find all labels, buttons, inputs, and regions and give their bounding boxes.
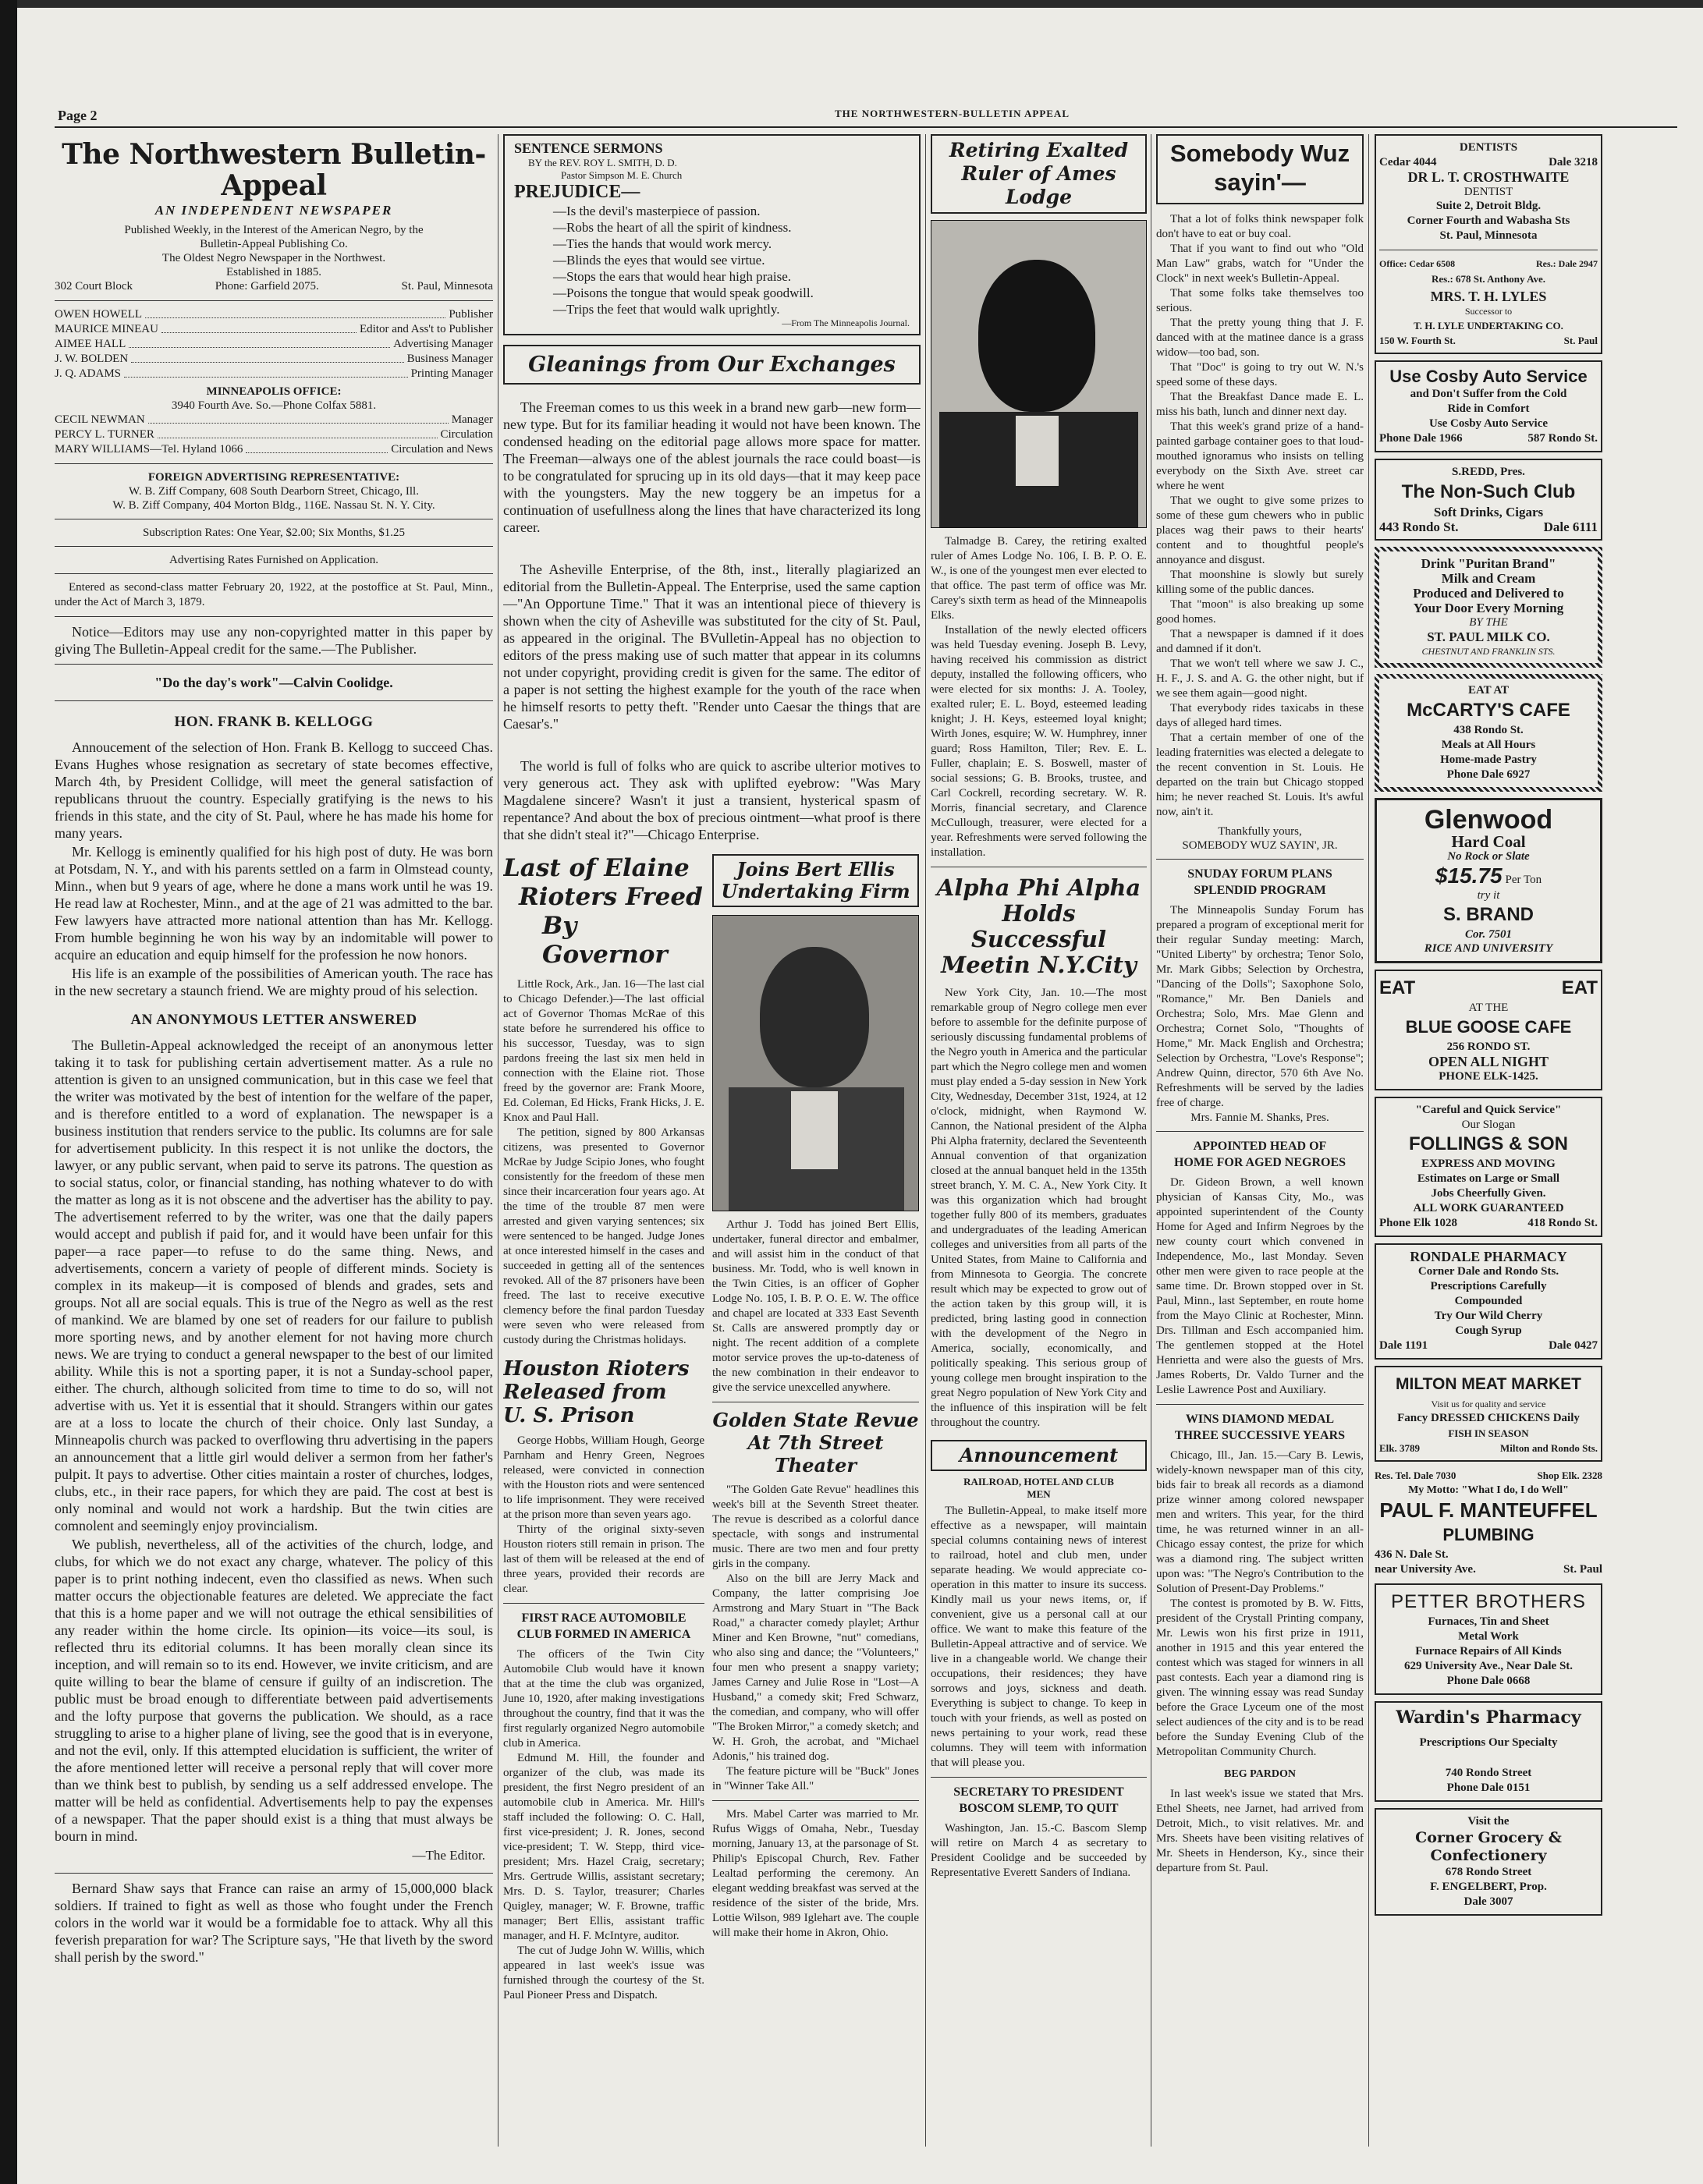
sermon-lines: —Is the devil's masterpiece of passion. —Robs the heart of all the spirit of kindness. —Ties the hands that would work mercy. —Blinds the eyes that would see virtue. —Stops the ears that would hear high praise. —Poisons the tongue that would speak goodwill. —Trips the feet that would walk uprightly. [553,204,814,317]
ad-corner-grocery: Visit the Corner Grocery & Confectionery 678 Rondo Street F. ENGELBERT, Prop. Dale 3007 [1375,1808,1602,1916]
gleanings-headline: Gleanings from Our Exchanges [528,353,896,377]
ad-petter-brothers: PETTER BROTHERS Furnaces, Tin and Sheet Metal Work Furnace Repairs of All Kinds 629 University Ave., Near Dale St. Phone Dale 0668 [1375,1583,1602,1695]
sermons-title: PREJUDICE— [514,182,640,202]
houston-headline: Houston Rioters Released from U. S. Prison [503,1357,690,1427]
staff-row: OWEN HOWELL Publisher [55,308,493,321]
golden-state-paragraph: "The Golden Gate Revue" headlines this week's bill at the Seventh Street theater. The revue is described as a colorful dance spectacle, with songs and instrumental music. There are two men and four pretty girls in the company. [712,1484,919,1570]
sermons-source: —From The Minneapolis Journal. [782,317,910,328]
somebody-items: That a lot of folks think newspaper folk don't have to eat or buy coal. That if you want to find out who "Old Man Law" grabs, watch for "Under the Clock" in next week's Bulletin-Appeal. That some folks take themselves too serious. That the pretty young thing that J. F. danced with at the matinee dance is a grass widow—too bad, son. That "Doc" is going to try out W. N.'s speed some of these days. That the Breakfast Dance made E. L. miss his bath, lunch and dinner next day. That this week's grand prize of a hand-painted garbage container goes to that loud-mouthed ignoramus who insists on telling everybody on the Sixth Ave. street car where he went That we ought to give some prizes to some of these gum chewers who in public places wag their paws to their hearts' content and to thoughtful people's annoyance and disgust. That moonshine is slowly but surely killing some of the public dances. That "moon" is also breaking up some good homes. That a newspaper is damned if it does and damned if it don't. That we won't tell where we saw J. C., H. F., J. S. and A. G. the other night, but if we see them again—good night. That everybody rides taxicabs in these days of alleged hard times. That a certain member of one of the leading fraternities was elected a delegate to the recent convention in St. Louis. He departed on the train but Chicago stopped him; he never reached St. Louis. It's awful now, ain't it. [1156,213,1364,818]
ad-glenwood-coal: Glenwood Hard Coal No Rock or Slate $15.75 Per Ton try it S. BRAND Cor. 7501 RICE AND UNIVERSITY [1375,798,1602,963]
ad-milton-meat: MILTON MEAT MARKET Visit us for quality and service Fancy DRESSED CHICKENS Daily FISH IN SEASON Elk. 3789 Milton and Rondo Sts. [1375,1366,1602,1462]
anon-letter-headline: AN ANONYMOUS LETTER ANSWERED [130,1012,417,1028]
publisher-line: Published Weekly, in the Interest of the American Negro, by the [124,224,424,236]
news-subcolumn-right [712,854,919,2003]
city: St. Paul, Minnesota [401,280,493,292]
foreign-rep-line: W. B. Ziff Company, 608 South Dearborn Street, Chicago, Ill. [129,485,419,498]
publisher-line: Bulletin-Appeal Publishing Co. [200,238,348,250]
ad-wardins-pharmacy: Wardin's Pharmacy Prescriptions Our Specialty 740 Rondo Street Phone Dale 0151 [1375,1701,1602,1802]
ames-paragraph: Installation of the newly elected officers was held Tuesday evening. Joseph B. Levy, having received his commission as district deputy, installed the following officers, who were elected for six months: J. A. Tooley, exalted ruler; E. L. Boyd, esteemed leading knight; J. H. Keys, esteemed loyal knight; Wirth Jones, esquire; W. W. Humphrey, inner guard; Ross Hamilton, Tiler; Rev. E. L. Fuller, chaplain; E. S. Boswell, master of social sessions; G. B. Brooks, trustee, and Carl Cockrell, recording secretary. W. R. Morris, financial secretary, and Clarence McCullough, treasurer, were elected for a year. Refreshments were served following the installation. [931,624,1147,859]
news-subcolumn-left [503,854,704,2003]
address: 302 Court Block [55,280,133,292]
medal-paragraph: Chicago, Ill., Jan. 15.—Cary B. Lewis, widely-known newspaper man of this city, bids fair to break all records as a diamond prize winner among colored newspaper men and writers. This year, for the third time, he was returned winner in an all-Chicago essay contest, the prize for which was a diamond ring. The subject written upon was: "The Negro's Contribution to the Solution of Present-Day Problems." [1156,1449,1364,1595]
page-number: Page 2 [58,108,98,123]
ames-head-box [931,134,1147,214]
announcement-subhead: RAILROAD, HOTEL AND CLUB MEN [963,1476,1114,1500]
announcement-head-box [931,1440,1147,1471]
elaine-headline: Last of Elaine Rioters Freed By Governor [503,854,703,969]
ad-dentist: DENTISTS Cedar 4044 Dale 3218 DR L. T. CROSTHWAITE DENTIST Suite 2, Detroit Bldg. Corner Fourth and Wabasha Sts St. Paul, Minnesota Office: Cedar 6508 Res.: Dale 2947 Res.: 678 St. Anthony Ave. MRS. T. H. LYLES Successor to T. H. LYLE UNDERTAKING CO. 150 W. Fourth St. St. Paul [1375,134,1602,354]
secretary-paragraph: Washington, Jan. 15.-C. Bascom Slemp will retire on March 4 as secretary to President Coolidge and be succeeded by Representative Everett Sanders of Indiana. [931,1822,1147,1879]
kellogg-paragraph: His life is an example of the possibilities of American youth. The race has in the new secretary a staunch friend. We are mighty proud of his selection. [55,966,493,998]
ad-manteuffel: Res. Tel. Dale 7030 Shop Elk. 2328 My Motto: "What I do, I do Well" PAUL F. MANTEUFFEL PLUMBING 436 N. Dale St. near University Ave. St. Paul [1375,1470,1602,1576]
ad-blue-goose-cafe: EAT EAT AT THE BLUE GOOSE CAFE 256 RONDO ST. OPEN ALL NIGHT PHONE ELK-1425. [1375,970,1602,1090]
golden-state-paragraph: Also on the bill are Jerry Mack and Company, the latter comprising Joe Armstrong and Mary Stuart in "The Back Road," a character comedy playlet; Arthur Miner and Ken Browne, "nut" comedians, who also sing and dance; the "Volunteers," four men who present a snappy variety; James Carney and Julie Rose in "Lost—A Husband," a comedy skit; Fred Schwarz, the comedian, and company, who will offer "The Broken Mirror," a comedy sketch; and W. H. Groh, the acrobat, and "Michael Adonis," his trained dog. [712,1572,919,1763]
ellis-caption: Arthur J. Todd has joined Bert Ellis, undertaker, funeral director and embalmer, and will assist him in the conduct of that business. Mr. Todd, who is well known in the Twin Cities, is an officer of Gopher Lodge No. 105, I. B. P. O. E. W. The office and chapel are located at 333 East Seventh St. Calls are answered promptly day or night. The recent addition of a complete motor service proves the up-to-dateness of the new combination in their endeavor to give the service unexcelled anywhere. [712,1218,919,1394]
somebody-headline: Somebody Wuz sayin'— [1169,140,1350,196]
motto: "Do the day's work"—Calvin Coolidge. [154,675,393,690]
golden-state-headline: Golden State Revue At 7th Street Theater [712,1409,919,1477]
editors-notice: Notice—Editors may use any non-copyrighted matter in this paper by giving The Bulletin-Appeal credit for the same.—The Publisher. [55,624,493,657]
forum-headline: SNUDAY FORUM PLANS SPLENDID PROGRAM [1187,867,1332,897]
autoclub-headline: FIRST RACE AUTOMOBILE CLUB FORMED IN AMERICA [516,1611,691,1641]
kellogg-paragraph: Mr. Kellogg is eminently qualified for his high post of duty. He was born at Potsdam, N. Y., and with his parents settled on a farm in Olmstead county, Minn., when but 9 years of age, where he done a mans work until he was 19. He read law at Rochester, Minn., and at the age of 21 was admitted to the bar. Few lawyers have attracted more national attention than has Mr. Kellogg. From humble beginning he won his way by an indomitable will power to acquire an education and equip himself for the profession he now honors. [55,844,493,963]
ad-rondale-pharmacy: RONDALE PHARMACY Corner Dale and Rondo Sts. Prescriptions Carefully Compounded Try Our Wild Cherry Cough Syrup Dale 1191 Dale 0427 [1375,1243,1602,1360]
gleanings-paragraph: The Asheville Enterprise, of the 8th, inst., literally plagiarized an editorial from the Bulletin-Appeal. The Enterprise, used the same caption—"An Opportune Time." That it was an intentional piece of thievery is shown when the city of Asheville was substituted for the city of St. Paul, as appeared in the original. The BVulletin-Appeal has no objection to editors of the press making use of such matter that appear in its columns not under copyright, providing credit is given for the same. The editor of a paper is not setting the highest example for the youth of the race when he himself resorts to petty theft. "Render unto Caesar the things that are Caesar's." [503,562,921,732]
publisher-line: Established in 1885. [225,266,322,278]
somebody-signature: SOMEBODY WUZ SAYIN', JR. [1182,839,1338,852]
wedding-paragraph: Mrs. Mabel Carter was married to Mr. Rufus Wiggs of Omaha, Nebr., Tuesday morning, January 13, at the parsonage of St. Philip's Episcopal Church, Rev. Father Lealtad performing the ceremony. An elegant wedding breakfast was served at the residence of the sister of the bride, Mrs. Lottie Wilson, 989 Iglehart ave. The couple will make their home in Akron, Ohio. [712,1808,919,1939]
scan-edge-top [0,0,1703,8]
elaine-paragraph: The petition, signed by 800 Arkansas citizens, was presented to Governor McRae by Judge Scipio Jones, who fought consistently for the freedom of these men since their incarceration four years ago. At the time of the trouble 87 men were arrested and given varying sentences; six were sentenced to be hanged. Judge Jones at once interested himself in the cases and succeeded in getting all of the sentences revoked. All of the 87 prisoners have been freed. The last to receive executive clemency before the final pardon Tuesday were seven who were released from custody during the Christmas holidays. [503,1126,704,1346]
editor-signature: —The Editor. [412,1848,485,1863]
staff-row: PERCY L. TURNER Circulation [55,428,493,441]
ad-milk: Drink "Puritan Brand" Milk and Cream Produced and Delivered to Your Door Every Morning BY THE ST. PAUL MILK CO. CHESTNUT AND FRANKLIN STS. [1375,547,1602,668]
staff-row: AIMEE HALL Advertising Manager [55,338,493,350]
publisher-line: The Oldest Negro Newspaper in the Northwest. [161,252,386,264]
golden-state-paragraph: The feature picture will be "Buck" Jones in "Winner Take All." [712,1765,919,1792]
phone: Phone: Garfield 2075. [215,280,319,292]
ad-nonsuch-club: S.REDD, Pres. The Non-Such Club Soft Drinks, Cigars 443 Rondo St. Dale 6111 [1375,459,1602,541]
autoclub-paragraph: The cut of Judge John W. Willis, which appeared in last week's issue was furnished through the courtesy of the St. Paul Pioneer Press and Dispatch. [503,1945,704,2001]
exchanges-column [503,134,921,2147]
ames-column [931,134,1147,2147]
masthead-title: The Northwestern Bulletin-Appeal [62,138,486,202]
sentence-sermons-box [503,134,921,335]
announcement-headline: Announcement [959,1444,1119,1466]
autoclub-paragraph: Edmund M. Hill, the founder and organizer of the club, was made its president, the first Negro president of an automobile club in America. Mr. Hill's staff included the following: O. C. Hall, first vice-president; J. R. Jones, second vice-president; T. W. Stepp, third vice-president; Mrs. Hazel Craig, secretary; Mrs. Gertrude Willis, assistant secretary; Mrs. D. S. Taylor, treasurer; Charles Quigley, manager; W. F. Browne, traffic manager; Bert Ellis, assistant traffic manager, and H. F. McIntyre, auditor. [503,1752,704,1942]
houston-paragraph: George Hobbs, William Hough, George Parnham and Henry Green, Negroes released, were convicted in connection with the Houston riots and were sentenced to life imprisonment. They were received at the prison more than seven years ago. [503,1434,704,1521]
ellis-head-box [712,854,919,907]
ads-column [1375,134,1602,2147]
staff-row: J. W. BOLDEN Business Manager [55,353,493,365]
gleanings-paragraph: The Freeman comes to us this week in a brand new garb—new form—new type. But for its familiar heading it would not have been known. The condensed heading on the editorial page allows more space for matter. The Freeman—always one of the ablest journals the race could boast—is to be congratulated for sprucing up in its old days—that it may keep pace with the youngsters. May the new toggery be an impetus for a continuation of usefullness along the lines that have characterized its long career. [503,399,921,535]
medal-headline: WINS DIAMOND MEDAL THREE SUCCESSIVE YEARS [1174,1413,1346,1442]
foreign-rep-head: FOREIGN ADVERTISING REPRESENTATIVE: [147,471,400,484]
anon-letter-paragraph: The Bulletin-Appeal acknowledged the receipt of an anonymous letter taking it to task for publishing certain advertisement matter. As a rule no attention is given to an unsigned communication, but in this case we feel that the writer was motivated by the best of intention for the welfare of the paper, and is therefore entitled to a word of explanation. The newspaper is a business institution that renders service to the public. Its columns are for sale for advertisement publicity. In this respect it is not unlike the doctors, the lawyer, or any public servant, when paid to serve its patrons. The question as to social status, color, or financial standing, has nothing whatever to do with the matter as long as it is not obscene and the advertiser has the ability to pay. The advertisement referred to by the writer, was one that the daily papers would accept and publish if paid for, and it would have been unfair for this paper—a race paper—to refuse to do the same thing. News, and advertisements, concern a variety of people of different minds. Society is complex in its makeup—it is composed of blends and grades, sets and groups. Not all are social equals. This is true of the Negro as well as the rest of mankind. We are blamed by one set of readers for our failure to publish more sporting news, and by another element for not having more church news. We are trying to conduct a general newspaper to the best of our limited ability. While this is not a sporting paper, it is not a Sunday-school paper, either. The church, although solicited from time to time to do so, will not advertise with us. Yet it is essential that it should. Strangers within our gates are at a loss to locate the church of their choice. Only last Sunday, a Minneapolis church was packed to overflowing thru advertising in the papers an announcement that a little girl would deliver a sermon from her father's pulpit. It pays to advertise. Other cities maintain a roster of churches, lodges, clubs, etc., in their race papers, for which they are paid. The cost at best is only nominal and would not work a hardship. But the twin cities are comnolent and seemingly enjoy provincialism. [55,1037,493,1533]
announcement-paragraph: The Bulletin-Appeal, to make itself more effective as a newspaper, will maintain special columns containing news of interest to railroad, hotel and club men, under separate heading. We would appreciate co-operation in this matter to insure its success. Kindly mail us your news items, or, if convenient, give us a personal call at our office. We want to make this feature of the Bulletin-Appeal attractive and of service. We live in a changeable world. We change their occupations, their residences; they have sorrows and joys, sickness and death. Everything is subject to change. To keep in touch with your friends, as well as posted on news pertaining to your work, read these columns. They will teem with information that will please you. [931,1505,1147,1769]
ad-mccarty-cafe: EAT AT McCARTY'S CAFE 438 Rondo St. Meals at All Hours Home-made Pastry Phone Dale 6927 [1375,674,1602,792]
pardon-paragraph: In last week's issue we stated that Mrs. Ethel Sheets, nee Jarnet, had arrived from Detroit, Mich., to visit relatives. Mr. and Mrs. Sheets have been visiting relatives of Mr. Sheets in Henderson, Ky., since their departure from St. Paul. [1156,1788,1364,1874]
staff-row: MAURICE MINEAU Editor and Ass't to Publisher [55,323,493,335]
running-head: THE NORTHWESTERN-BULLETIN APPEAL [835,108,1070,119]
column-rule-4 [1368,134,1369,2147]
editorial-column [55,134,493,2147]
column-rule-2 [925,134,926,2147]
masthead-subtitle: AN INDEPENDENT NEWSPAPER [154,203,393,218]
sermons-byline: Pastor Simpson M. E. Church [561,169,683,181]
ellis-headline: Joins Bert Ellis Undertaking Firm [721,858,910,902]
header-rule [55,126,1677,128]
staff-row: J. Q. ADAMS Printing Manager [55,367,493,380]
kellogg-headline: HON. FRANK B. KELLOGG [174,714,374,730]
home-paragraph: Dr. Gideon Brown, a well known physician of Kansas City, Mo., was appointed superintendent of the County Home for Aged and Infirm Negroes by the new county court which convened in Independence, Mo., last Monday. Seven other men were given to race people at the same time. Dr. Brown stopped over in St. Paul, Minn., last September, en route home from the Mayo Clinic at Rochester, Minn. Drs. Tillman and Esch accompanied him. The gentlemen stopped at the Hotel Henrietta and were also the guests of Mrs. James Roberts, Dr. Valdo Turner and the Leslie Lawrence Post and Auxiliary. [1156,1176,1364,1396]
home-headline: APPOINTED HEAD OF HOME FOR AGED NEGROES [1173,1140,1346,1169]
masthead-address-row [55,279,493,294]
foreign-rep-line: W. B. Ziff Company, 404 Morton Bldg., 116E. Nassau St. N. Y. City. [112,499,435,512]
houston-paragraph: Thirty of the original sixty-seven Houston rioters still remain in prison. The last of them will be released at the end of three years, provided their records are clear. [503,1523,704,1595]
ames-caption: Talmadge B. Carey, the retiring exalted ruler of Ames Lodge No. 106, I. B. P. O. E. W., is one of the youngest men ever elected to that office. The past term of office was Mr. Carey's sixth term as head of the Minneapolis Elks. [931,535,1147,622]
carey-portrait-photo [931,220,1147,528]
sermons-head: SENTENCE SERMONS [514,140,663,156]
secretary-headline: SECRETARY TO PRESIDENT BOSCOM SLEMP, TO QUIT [953,1785,1124,1815]
alpha-paragraph: New York City, Jan. 10.—The most remarkable group of Negro college men ever before to assemble for the definite purpose of seriously discussing fundamental problems of the Negro youth in America and the particular part which the Negro college men and women must play ended a 5-day session in New York City, Wednesday, December 31st, 1924, at 12 o'clock, midnight, when Raymond W. Cannon, the National president of the Alpha Phi Alpha fraternity, declared the Seventeenth Annual convention of that organization closed at the annual banquet held in the 135th street branch, Y. M. C. A., New York City. It was this organization which had brought together fully 800 of its members, graduates and undergraduates of the leading American colleges and universities from all parts of the United States, from Maine to California and from Minnesota to Georgia. The concrete result which may be expected to grow out of the action taken by this group will, it is predicted, bring lasting good in connection with the development of the Negro in America, socially, economically, and politically speaking. This serious group of young college men brought inspiration to the great Negro population of New York City and the influence of this inspiration will be felt throughout the country. [931,987,1147,1429]
kellogg-paragraph: Annoucement of the selection of Hon. Frank B. Kellogg to succeed Chas. Evans Hughes whose resignation as secretary of state becomes effective, March 4th, by President Collidge, will meet the general satisfaction of republicans thruout the country. Especially gratifying is the news to his friends in this state, and the city of St. Paul, where he has made his home for many years. [55,739,493,841]
forum-signature: Mrs. Fannie M. Shanks, Pres. [1190,1112,1329,1124]
todd-portrait-photo [712,915,919,1211]
ad-follings: "Careful and Quick Service" Our Slogan FOLLINGS & SON EXPRESS AND MOVING Estimates on Large or Small Jobs Cheerfully Given. ALL WORK GUARANTEED Phone Elk 1028 418 Rondo St. [1375,1097,1602,1237]
staff-row: MARY WILLIAMS—Tel. Hyland 1066 Circulation and News [55,443,493,456]
advertising-rates: Advertising Rates Furnished on Application. [169,554,378,566]
somebody-close: Thankfully yours, [1218,825,1302,838]
entry-notice: Entered as second-class matter February 20, 1922, at the postoffice at St. Paul, Minn., under the Act of March 3, 1879. [55,581,493,608]
forum-paragraph: The Minneapolis Sunday Forum has prepared a program of exceptional merit for their regular Sunday meeting: March, "United Liberty" by orchestra; Tenor Solo, Mr. Mark Gibbs; Selection by Orchestra, "Dancing of the Dolls"; Saxophone Solo, "Romance," Mr. Ben Daniels and Orchestra; Solo, Mrs. Mae Glenn and Orchestra; Cornet Solo, "Thoughts of Home," Mr. Mack English and Orchestra; Selection by Orchestra, "Love's Response"; Andrew Quinn, director, 570 6th Ave No. Refreshments will be served by the ladies free of charge. [1156,904,1364,1109]
mpls-office-head: MINNEAPOLIS OFFICE: [206,385,342,398]
ad-cosby-auto: Use Cosby Auto Service and Don't Suffer from the Cold Ride in Comfort Use Cosby Auto Service Phone Dale 1966 587 Rondo St. [1375,360,1602,452]
ames-headline: Retiring Exalted Ruler of Ames Lodge [949,139,1129,208]
anon-letter-paragraph: We publish, nevertheless, all of the activities of the church, lodge, and clubs, for which we do not exact any charge, whatever. The policy of this paper is to print nothing indecent, even tho classified as news. When such matter occurs the objectionable features are deleted. We appreciate the fact that this is a home paper and we will not outrage the ethical sensibilities of any reader within the home circle. Its opinion—its voice—its soul, is reflected thru its editorial columns. It has been morally clean since its inception, and will remain so to its end. However, we invite criticism, and are quite willing to bear the blame of censure if guilty of an indiscretion. The public must be broad enough to differentiate between paid advertisements and the lofty purpose that governs the publication. We should, as a race struggling to arise to a higher plane of living, see the good that is in everyone, and not the evil, only. If this attempted elucidation is sufficient, the writer of the afore mentioned letter will receive a personal reply that will cover more than we think best to publish, by sending us a self addressed envelope. The matter will be held as confidential. Advertisements help to pay the expenses of a newspaper. That the paper should exist is a thing that must always be bourn in mind. [55,1537,493,1844]
autoclub-paragraph: The officers of the Twin City Automobile Club would have it known that at the time the club was organized, June 10, 1920, after making investigations throughout the country, find that it was the first regularly organized Negro automobile club in America. [503,1648,704,1750]
pardon-headline: BEG PARDON [1224,1768,1296,1780]
subscription-rates: Subscription Rates: One Year, $2.00; Six Months, $1.25 [142,526,406,539]
shaw-paragraph: Bernard Shaw says that France can raise an army of 15,000,000 black soldiers. If trained to fight as well as those who fought under the French colors in the world war it would be a formidable foe to attack. Why all this feverish preparation for war? The Scripture says, "He that liveth by the sword shall perish by the sword." [55,1881,493,1965]
staff-row: CECIL NEWMAN Manager [55,413,493,426]
somebody-head-box [1156,134,1364,204]
alpha-headline: Alpha Phi Alpha Holds Successful Meetin N.Y.City [936,874,1141,978]
sermons-byline: BY the REV. ROY L. SMITH, D. D. [528,157,677,168]
medal-paragraph: The contest is promoted by B. W. Fitts, president of the Crystall Printing company, Mr. Lewis won his first prize in 1911, another in 1915 and this year entered the contest which was staged for winners in all past contests. Each year a diamond ring is given. The winning essay was read Sunday before the Grace Lyceum one of the most select audiences of the city and is to be read before the Sunday Evening Club of the Metropolitan Community Church. [1156,1597,1364,1758]
gossip-column [1156,134,1364,2147]
gleanings-head-box [503,345,921,385]
mpls-office-address: 3940 Fourth Ave. So.—Phone Colfax 5881. [171,399,377,412]
gleanings-paragraph: The world is full of folks who are quick to ascribe ulterior motives to very generous act. They ask with uplifted eyebrow: "Was Mary Magdalene sincere? Wasn't it just a transient, hysterical spasm of repentance? And about the box of precious ointment—what proof is there that she didn't steal it?"—Chicago Enterprise. [503,758,921,842]
elaine-paragraph: Little Rock, Ark., Jan. 16—The last cial to Chicago Defender.)—The last official act of Governor Thomas McRae of this state before he surrendered his office to his successor, Tuesday, was to sign pardons freeing the last six men held in connection with the Elaine riot. Those freed by the governor are: Frank Moore, Ed. Coleman, Ed Hicks, Frank Hicks, J. E. Knox and Paul Hall. [503,978,704,1124]
scan-edge-left [0,0,17,2184]
